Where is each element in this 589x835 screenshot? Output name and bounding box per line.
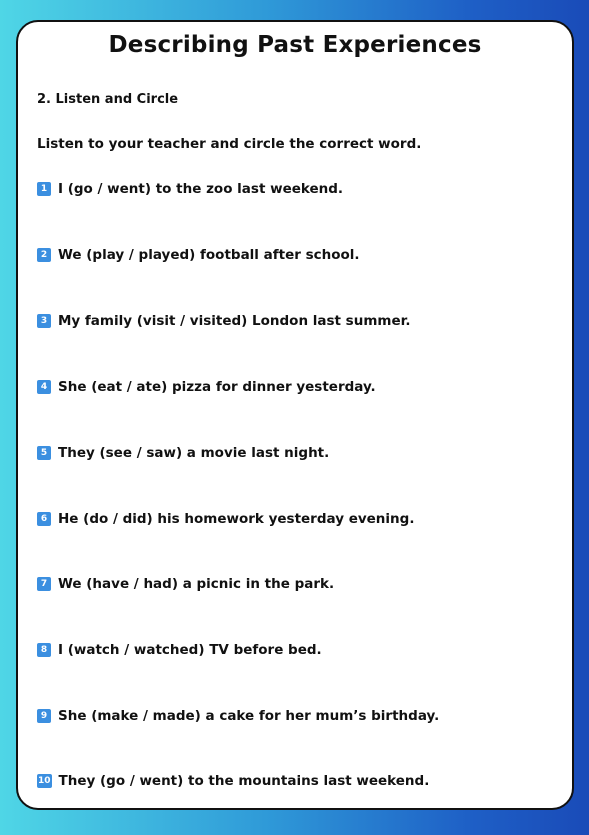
exercise-sentence: They (go / went) to the mountains last weekend. <box>58 773 430 789</box>
exercise-sentence: He (do / did) his homework yesterday evening. <box>58 511 415 527</box>
exercise-item-4 <box>37 379 376 395</box>
number-badge-10: 10 <box>38 776 51 786</box>
exercise-item-5 <box>37 445 329 461</box>
exercise-sentence: I (go / went) to the zoo last weekend. <box>58 181 344 197</box>
exercise-item-7 <box>37 576 334 592</box>
number-badge-1: 1 <box>37 182 51 196</box>
exercise-item-10 <box>37 773 429 789</box>
number-badge-3: 3 <box>37 314 51 328</box>
page-title: Describing Past Experiences <box>108 32 482 58</box>
exercise-sentence: They (see / saw) a movie last night. <box>58 445 330 461</box>
exercise-sentence: My family (visit / visited) London last summer. <box>58 313 411 329</box>
exercise-item-9 <box>37 708 439 724</box>
exercise-sentence: She (make / made) a cake for her mum’s birthday. <box>58 708 440 724</box>
number-badge-6: 6 <box>37 512 51 526</box>
section-heading: 2. Listen and Circle <box>37 92 179 107</box>
number-badge-8: 8 <box>37 643 51 657</box>
exercise-item-8 <box>37 642 322 658</box>
exercise-sentence: She (eat / ate) pizza for dinner yesterday. <box>58 379 376 395</box>
number-badge-2: 2 <box>37 248 51 262</box>
exercise-item-1 <box>37 181 343 197</box>
exercise-item-2 <box>37 247 360 263</box>
exercise-sentence: We (play / played) football after school. <box>58 247 360 263</box>
number-badge-5: 5 <box>37 446 51 460</box>
exercise-sentence: We (have / had) a picnic in the park. <box>58 576 335 592</box>
instructions-text: Listen to your teacher and circle the correct word. <box>37 136 422 152</box>
number-badge-9: 9 <box>37 709 51 723</box>
exercise-item-6 <box>37 511 414 527</box>
number-badge-4: 4 <box>37 380 51 394</box>
number-badge-7: 7 <box>37 577 51 591</box>
exercise-item-3 <box>37 313 410 329</box>
exercise-sentence: I (watch / watched) TV before bed. <box>58 642 322 658</box>
worksheet-card <box>16 20 574 810</box>
